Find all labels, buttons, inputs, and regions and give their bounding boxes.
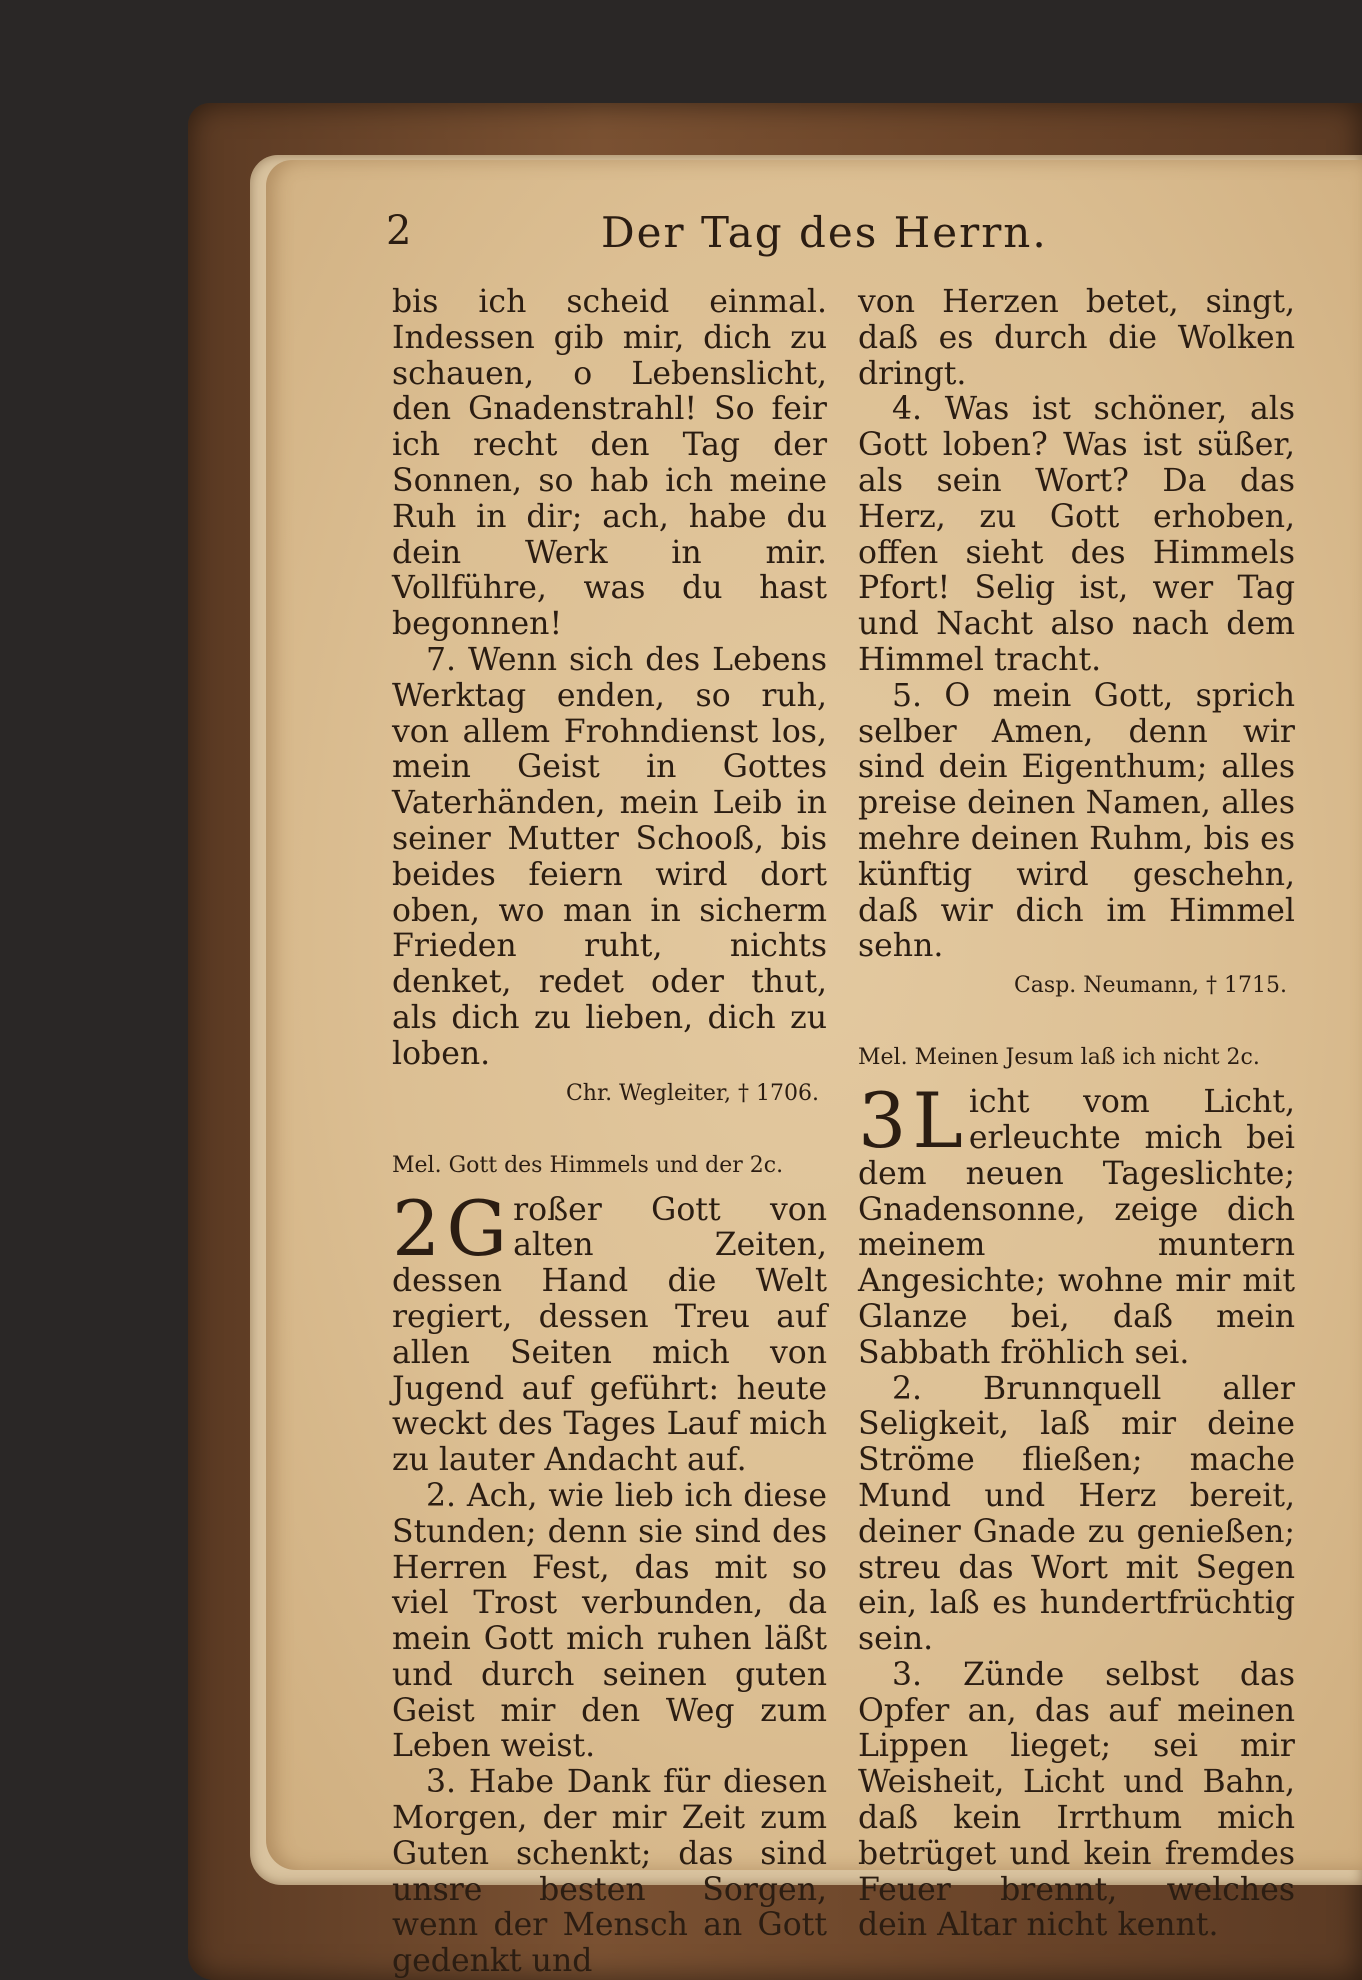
hymn3-melody: Mel. Meinen Jesum laß ich nicht 2c.: [858, 1045, 1260, 1071]
hymn2-number: 2: [392, 1183, 441, 1273]
left-column: [392, 285, 827, 1980]
hymn2-verse-1: roßer Gott von alten Zeiten, dessen Hand die Welt regiert, dessen Treu auf allen Seiten mich von Jugend auf geführt: heute weckt des Tages Lauf mich zu lauter Andacht auf.: [392, 1191, 827, 1479]
hymn3-verse-2: 2. Brunnquell aller Seligkeit, laß mir deine Ströme fließen; mache Mund und Herz bereit, deiner Gnade zu genießen; streu das Wort mit Segen ein, laß es hundertfrüchtig sein.: [858, 1370, 1295, 1658]
hymn2-verse-2: 2. Ach, wie lieb ich diese Stunden; denn sie sind des Herren Fest, das mit so viel Trost verbunden, da mein Gott mich ruhen läßt und durch seinen guten Geist mir den Weg zum Leben weist.: [392, 1477, 827, 1765]
page-number: 2: [386, 208, 412, 254]
hymn2-start: [392, 1183, 827, 1479]
hymn2-author: Casp. Neumann, † 1715.: [1013, 973, 1287, 999]
hymn2-verse-4: 4. Was ist schöner, als Gott loben? Was ist süßer, als sein Wort? Da das Herz, zu Gott erhoben, offen sieht des Himmels Pfort! Selig ist, wer Tag und Nacht also nach dem Himmel tracht.: [858, 391, 1295, 678]
hymn2-melody: Mel. Gott des Himmels und der 2c.: [392, 1152, 784, 1178]
hymn1-author: Chr. Wegleiter, † 1706.: [565, 1080, 819, 1106]
page-title: Der Tag des Herrn.: [601, 208, 1048, 257]
running-head: [386, 208, 1316, 268]
hymn3-verse-1: icht vom Licht, erleuchte mich bei dem neuen Tageslichte; Gnadensonne, zeige dich meinem muntern Angesichte; wohne mir mit Glanze bei, daß mein Sabbath fröhlich sei.: [858, 1084, 1295, 1371]
right-column: [858, 285, 1295, 1944]
hymn2-verse-3: 3. Habe Dank für diesen Morgen, der mir Zeit zum Guten schenkt; das sind unsre besten Sorgen, wenn der Mensch an Gott gedenkt und: [392, 1764, 827, 1980]
hymn3-start: [858, 1076, 1295, 1371]
hymn3-number: 3: [858, 1076, 907, 1166]
hymn2-verse-5: 5. O mein Gott, sprich selber Amen, denn wir sind dein Eigenthum; alles preise deinen Namen, alles mehre deinen Ruhm, bis es künftig wird geschehn, daß wir dich im Himmel sehn.: [858, 677, 1295, 965]
book-page: [266, 160, 1362, 1980]
hymn1-verse-7: 7. Wenn sich des Lebens Werktag enden, so ruh, von allem Frohndienst los, mein Geist in Gottes Vaterhänden, mein Leib in seiner Mutter Schooß, bis beides feiern wird dort oben, wo man in sicherm Frieden ruht, nichts denket, redet oder thut, als dich zu lieben, dich zu loben.: [392, 641, 827, 1072]
hymn2-dropcap: G: [446, 1183, 508, 1273]
hymn3-verse-3: 3. Zünde selbst das Opfer an, das auf meinen Lippen lieget; sei mir Weisheit, Licht und Bahn, daß kein Irrthum mich betrüget und kein fremdes Feuer brennt, welches dein Altar nicht kennt.: [858, 1656, 1295, 1944]
hymn1-continuation: bis ich scheid einmal. Indessen gib mir, dich zu schauen, o Lebenslicht, den Gnadenstrahl! So feir ich recht den Tag der Sonnen, so hab ich meine Ruh in dir; ach, habe du dein Werk in mir. Vollführe, was du hast begonnen!: [392, 284, 827, 643]
hymn3-dropcap: L: [912, 1076, 963, 1166]
hymn2-continuation: von Herzen betet, singt, daß es durch die Wolken dringt.: [858, 284, 1295, 392]
